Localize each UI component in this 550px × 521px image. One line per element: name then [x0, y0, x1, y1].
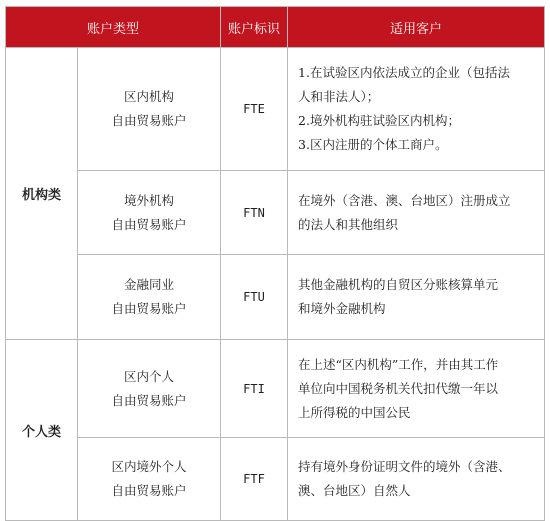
- header-applicable-customers: 适用客户: [288, 7, 545, 48]
- table-row: [6, 340, 545, 438]
- customer-line: 持有境外身份证明文件的境外（含港、: [298, 459, 511, 474]
- account-name-cell: [78, 438, 221, 521]
- table-header-row: [6, 7, 545, 48]
- account-code: FTF: [221, 438, 288, 521]
- account-name-line: 自由贸易账户: [111, 392, 187, 408]
- customer-line: 澳、台地区）自然人: [298, 483, 411, 498]
- table-row: [6, 438, 545, 521]
- account-name-line: 区内个人: [124, 368, 175, 384]
- account-name-line: 自由贸易账户: [111, 301, 187, 316]
- table-row: [6, 48, 545, 171]
- customer-line: 单位向中国税务机关代扣代缴一年以: [298, 380, 499, 396]
- customer-line: 在境外（含港、澳、台地区）注册成立: [298, 192, 511, 208]
- customer-cell: [288, 340, 545, 438]
- customer-cell: [288, 255, 545, 340]
- customer-line: 的法人和其他组织: [298, 216, 399, 232]
- account-name-line: 境外机构: [124, 192, 175, 208]
- account-name-line: 自由贸易账户: [111, 113, 187, 128]
- header-account-type: 账户类型: [6, 7, 221, 48]
- account-name-cell: [78, 171, 221, 255]
- customer-cell: [288, 438, 545, 521]
- account-name-line: 金融同业: [124, 277, 175, 292]
- table-row: [6, 171, 545, 255]
- table-row: [6, 255, 545, 340]
- customer-line: 2.境外机构驻试验区内机构；: [298, 113, 460, 128]
- account-name-cell: [78, 255, 221, 340]
- customer-cell: [288, 171, 545, 255]
- account-name-line: 自由贸易账户: [111, 483, 187, 498]
- account-name-cell: [78, 48, 221, 171]
- account-name-line: 区内机构: [124, 89, 175, 104]
- header-account-code: 账户标识: [221, 7, 288, 48]
- category-institution: 机构类: [6, 48, 78, 340]
- customer-cell: [288, 48, 545, 171]
- customer-line: 上所得税的中国公民: [298, 404, 411, 420]
- customer-line: 和境外金融机构: [298, 301, 386, 316]
- account-code: FTN: [221, 171, 288, 255]
- account-code: FTI: [221, 340, 288, 438]
- customer-line: 其他金融机构的自贸区分账核算单元: [298, 277, 499, 292]
- account-code: FTU: [221, 255, 288, 340]
- customer-line: 1.在试验区内依法成立的企业（包括法: [298, 65, 510, 80]
- category-individual: 个人类: [6, 340, 78, 521]
- customer-line: 人和非法人）；: [298, 89, 380, 104]
- account-name-line: 自由贸易账户: [111, 216, 187, 232]
- account-type-table: [5, 6, 545, 521]
- customer-line: 在上述“区内机构”工作，并由其工作: [298, 356, 499, 372]
- account-code: FTE: [221, 48, 288, 171]
- customer-line: 3.区内注册的个体工商户。: [298, 137, 448, 152]
- account-name-cell: [78, 340, 221, 438]
- account-name-line: 区内境外个人: [111, 459, 187, 474]
